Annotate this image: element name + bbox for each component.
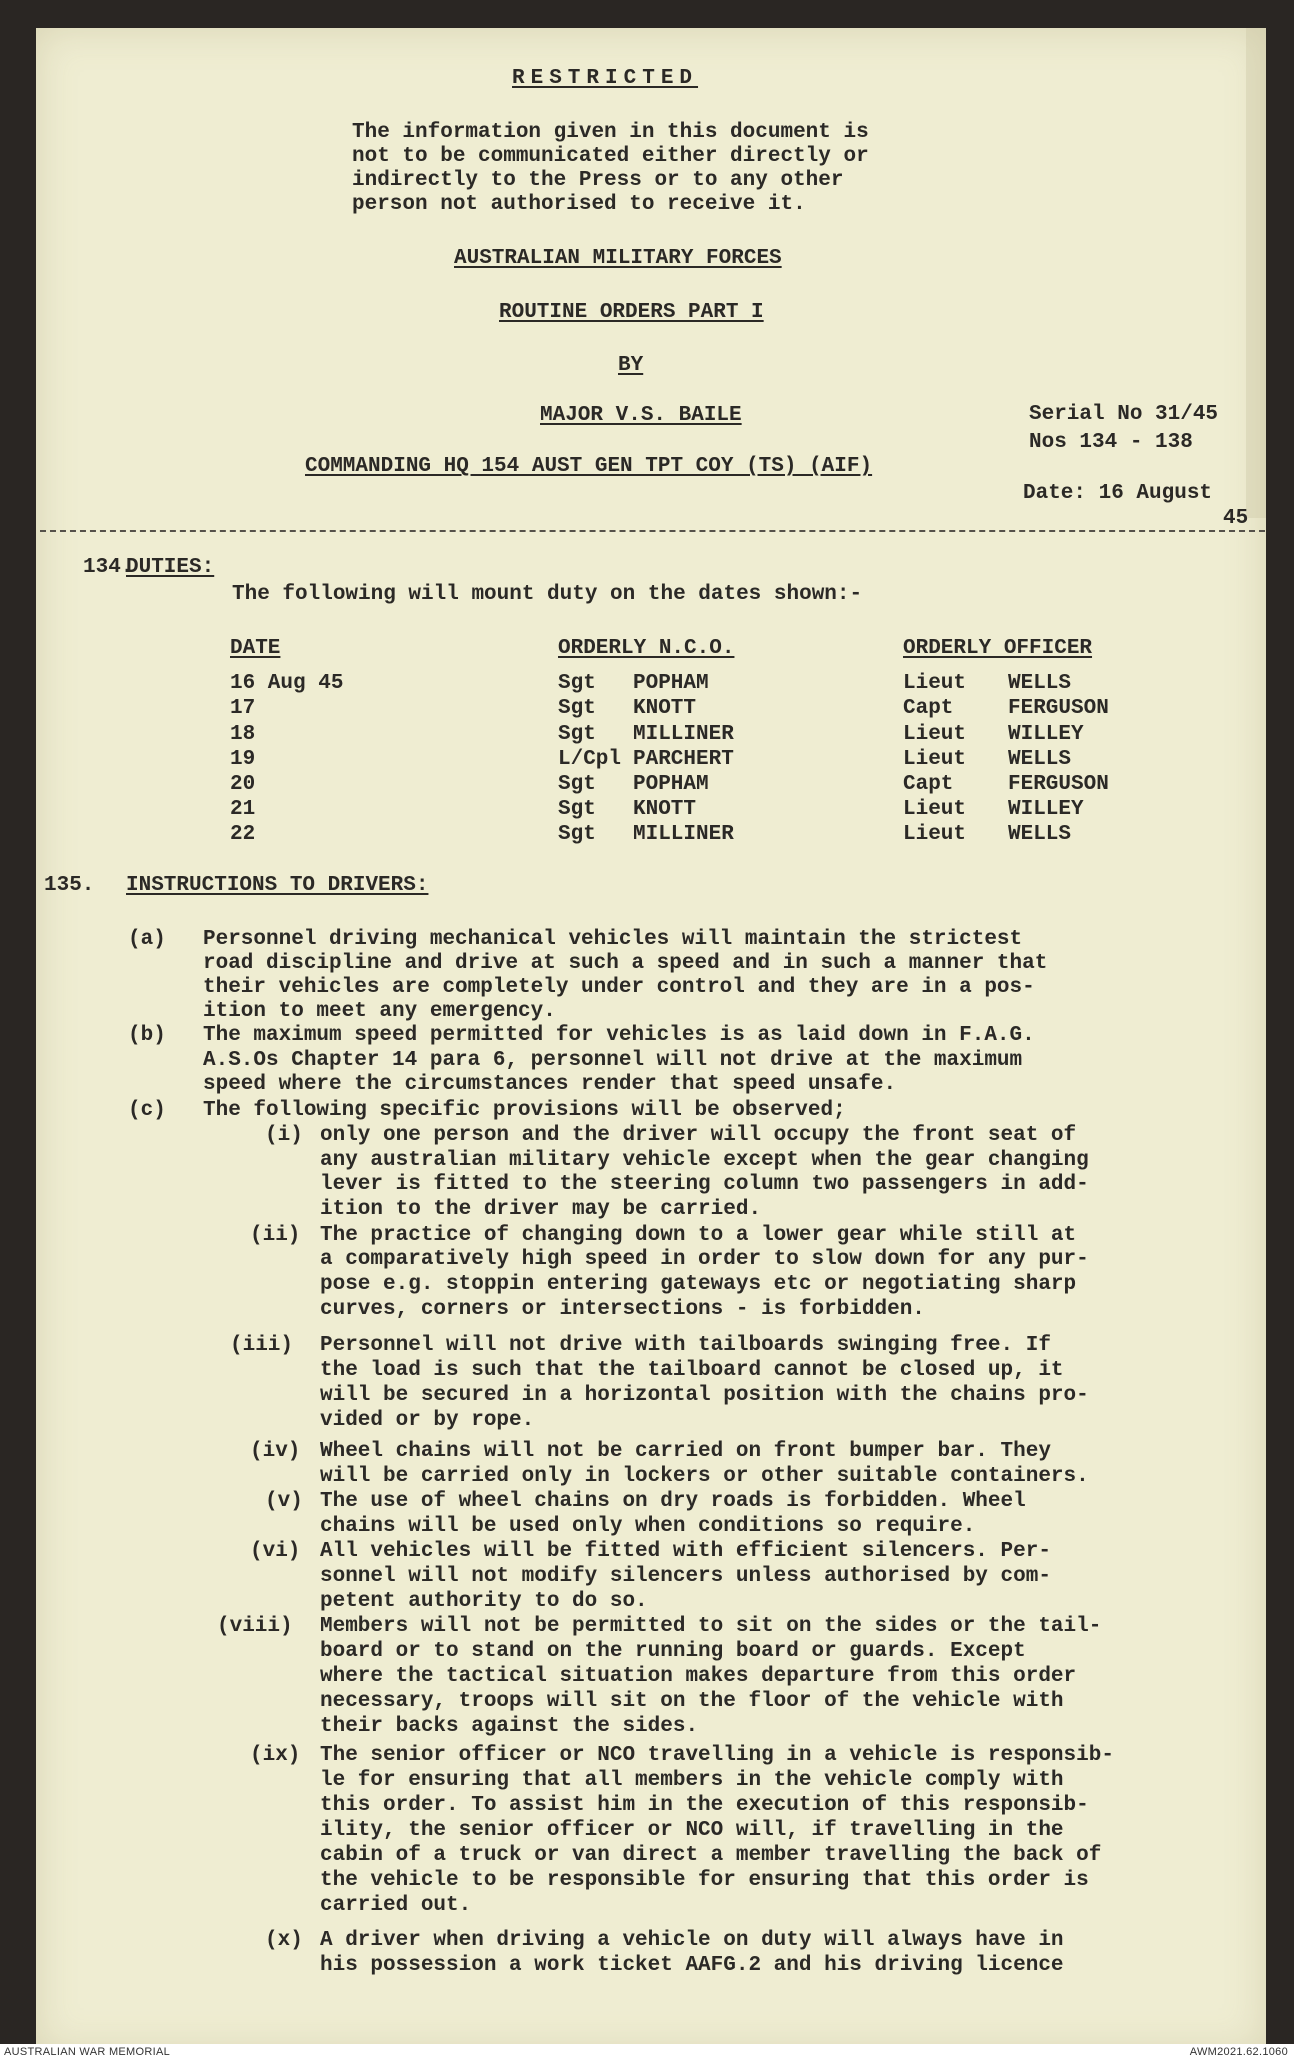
officer-name: WILLEY [1008, 723, 1084, 746]
item-c-line: The following specific provisions will be observed; [203, 1099, 846, 1122]
roster-date: 20 [230, 773, 256, 796]
column-header-date: DATE [230, 637, 281, 660]
nco-rank: Sgt [558, 723, 596, 746]
item-b-line: The maximum speed permitted for vehicles is as laid down in F.A.G. [203, 1024, 1035, 1047]
officer-name: WELLS [1008, 672, 1072, 695]
commander-name: MAJOR V.S. BAILE [540, 404, 742, 427]
roster-date: 21 [230, 798, 256, 821]
notice-line-2: not to be communicated either directly or [352, 145, 869, 168]
nco-rank: Sgt [558, 672, 596, 695]
sub-viii-line: necessary, troops will sit on the floor of the vehicle with [320, 1690, 1064, 1713]
item-a-line: road discipline and drive at such a speed and in such a manner that [203, 952, 1048, 975]
officer-rank: Capt [903, 773, 954, 796]
serial-number: Serial No 31/45 [1029, 403, 1219, 426]
duties-intro: The following will mount duty on the dates shown:- [232, 583, 863, 606]
sub-iv-label: (iv) [250, 1440, 301, 1463]
officer-name: WELLS [1008, 823, 1072, 846]
item-a-line: their vehicles are completely under control and they are in a pos- [203, 976, 1035, 999]
nco-rank: Sgt [558, 798, 596, 821]
column-header-orderly-officer: ORDERLY OFFICER [903, 637, 1093, 660]
sub-iii-line: Personnel will not drive with tailboards swinging free. If [320, 1334, 1051, 1357]
sub-vi-label: (vi) [250, 1540, 301, 1563]
sub-ii-line: a comparatively high speed in order to slow down for any pur- [320, 1248, 1089, 1271]
roster-date: 22 [230, 823, 256, 846]
sub-ix-label: (ix) [250, 1744, 301, 1767]
roster-date: 18 [230, 723, 256, 746]
officer-rank: Lieut [903, 748, 967, 771]
item-b-line: A.S.Os Chapter 14 para 6, personnel will not drive at the maximum [203, 1049, 1023, 1072]
nco-name: MILLINER [633, 823, 734, 846]
sub-iii-line: the load is such that the tailboard cannot be closed up, it [320, 1359, 1064, 1382]
footer-credit: AUSTRALIAN WAR MEMORIAL [4, 2046, 171, 2058]
command-title: COMMANDING HQ 154 AUST GEN TPT COY (TS) (AIF) [305, 455, 873, 478]
nco-name: POPHAM [633, 672, 709, 695]
officer-rank: Lieut [903, 723, 967, 746]
roster-date: 16 Aug 45 [230, 672, 344, 695]
sub-iii-label: (iii) [230, 1334, 294, 1357]
notice-line-4: person not authorised to receive it. [352, 193, 806, 216]
sub-iv-line: will be carried only in lockers or other suitable containers. [320, 1465, 1089, 1488]
officer-name: WELLS [1008, 748, 1072, 771]
officer-name: WILLEY [1008, 798, 1084, 821]
nco-name: KNOTT [633, 697, 697, 720]
item-b-line: speed where the circumstances render that speed unsafe. [203, 1073, 897, 1096]
sub-ix-line: this order. To assist him in the execution of this responsib- [320, 1794, 1089, 1817]
sub-i-line: ition to the driver may be carried. [320, 1198, 762, 1221]
notice-line-3: indirectly to the Press or to any other [352, 169, 844, 192]
officer-rank: Lieut [903, 823, 967, 846]
notice-line-1: The information given in this document is [352, 121, 869, 144]
sub-x-line: A driver when driving a vehicle on duty will always have in [320, 1929, 1064, 1952]
nco-rank: L/Cpl [558, 748, 622, 771]
officer-name: FERGUSON [1008, 697, 1109, 720]
sub-ii-line: The practice of changing down to a lower gear while still at [320, 1224, 1077, 1247]
order-date: Date: 16 August [1023, 482, 1213, 505]
column-header-orderly-nco: ORDERLY N.C.O. [558, 637, 735, 660]
sub-i-line: lever is fitted to the steering column two passengers in add- [320, 1173, 1089, 1196]
sub-iii-line: vided or by rope. [320, 1409, 535, 1432]
sub-ix-line: le for ensuring that all members in the vehicle comply with [320, 1769, 1064, 1792]
sub-viii-label: (viii) [217, 1615, 293, 1638]
duties-number: 134. [83, 556, 134, 579]
orders-title: ROUTINE ORDERS PART I [499, 301, 764, 324]
officer-rank: Lieut [903, 798, 967, 821]
officer-rank: Lieut [903, 672, 967, 695]
item-b-label: (b) [128, 1024, 166, 1047]
sub-iv-line: Wheel chains will not be carried on front bumper bar. They [320, 1440, 1051, 1463]
nco-rank: Sgt [558, 823, 596, 846]
sub-ix-line: cabin of a truck or van direct a member travelling the back of [320, 1844, 1102, 1867]
instructions-number: 135. [44, 874, 95, 897]
roster-date: 19 [230, 748, 256, 771]
by-label: BY [618, 354, 644, 377]
officer-rank: Capt [903, 697, 954, 720]
sub-viii-line: Members will not be permitted to sit on the sides or the tail- [320, 1615, 1102, 1638]
nco-rank: Sgt [558, 697, 596, 720]
sub-ix-line: carried out. [320, 1894, 472, 1917]
sub-v-line: The use of wheel chains on dry roads is forbidden. Wheel [320, 1490, 1026, 1513]
footer-accession-number: AWM2021.62.1060 [1189, 2046, 1288, 2058]
sub-v-label: (v) [265, 1490, 303, 1513]
item-a-line: ition to meet any emergency. [203, 1000, 556, 1023]
sub-vi-line: petent authority to do so. [320, 1590, 648, 1613]
forces-title: AUSTRALIAN MILITARY FORCES [454, 247, 782, 270]
sub-ii-line: curves, corners or intersections - is forbidden. [320, 1298, 925, 1321]
instructions-heading: INSTRUCTIONS TO DRIVERS: [126, 874, 429, 897]
officer-name: FERGUSON [1008, 773, 1109, 796]
sub-ix-line: ility, the senior officer or NCO will, if travelling in the [320, 1819, 1064, 1842]
item-a-label: (a) [128, 928, 166, 951]
roster-date: 17 [230, 697, 256, 720]
order-numbers: Nos 134 - 138 [1029, 431, 1193, 454]
sub-viii-line: where the tactical situation makes departure from this order [320, 1665, 1077, 1688]
sub-viii-line: their backs against the sides. [320, 1715, 699, 1738]
order-date-year: 45 [1223, 507, 1249, 530]
item-c-label: (c) [128, 1099, 166, 1122]
sub-i-line: any australian military vehicle except when the gear changing [320, 1149, 1089, 1172]
sub-x-label: (x) [265, 1929, 303, 1952]
sub-ii-line: pose e.g. stoppin entering gateways etc or negotiating sharp [320, 1273, 1077, 1296]
nco-rank: Sgt [558, 773, 596, 796]
sub-viii-line: board or to stand on the running board or guards. Except [320, 1640, 1026, 1663]
sub-x-line: his possession a work ticket AAFG.2 and his driving licence [320, 1954, 1064, 1977]
item-a-line: Personnel driving mechanical vehicles will maintain the strictest [203, 928, 1023, 951]
page-fold-shadow [1246, 28, 1266, 518]
duties-heading: DUTIES: [126, 556, 215, 579]
nco-name: MILLINER [633, 723, 734, 746]
sub-ii-label: (ii) [250, 1224, 301, 1247]
sub-vi-line: All vehicles will be fitted with efficient silencers. Per- [320, 1540, 1051, 1563]
sub-i-label: (i) [265, 1124, 303, 1147]
sub-v-line: chains will be used only when conditions so require. [320, 1515, 976, 1538]
nco-name: PARCHERT [633, 748, 734, 771]
nco-name: KNOTT [633, 798, 697, 821]
footer-strip [0, 2044, 1294, 2061]
nco-name: POPHAM [633, 773, 709, 796]
sub-vi-line: sonnel will not modify silencers unless authorised by com- [320, 1565, 1051, 1588]
sub-ix-line: the vehicle to be responsible for ensuring that this order is [320, 1869, 1089, 1892]
sub-ix-line: The senior officer or NCO travelling in a vehicle is responsib- [320, 1744, 1114, 1767]
sub-i-line: only one person and the driver will occupy the front seat of [320, 1124, 1077, 1147]
restricted-heading: RESTRICTED [512, 67, 699, 90]
section-divider [40, 530, 1265, 532]
sub-iii-line: will be secured in a horizontal position with the chains pro- [320, 1384, 1089, 1407]
